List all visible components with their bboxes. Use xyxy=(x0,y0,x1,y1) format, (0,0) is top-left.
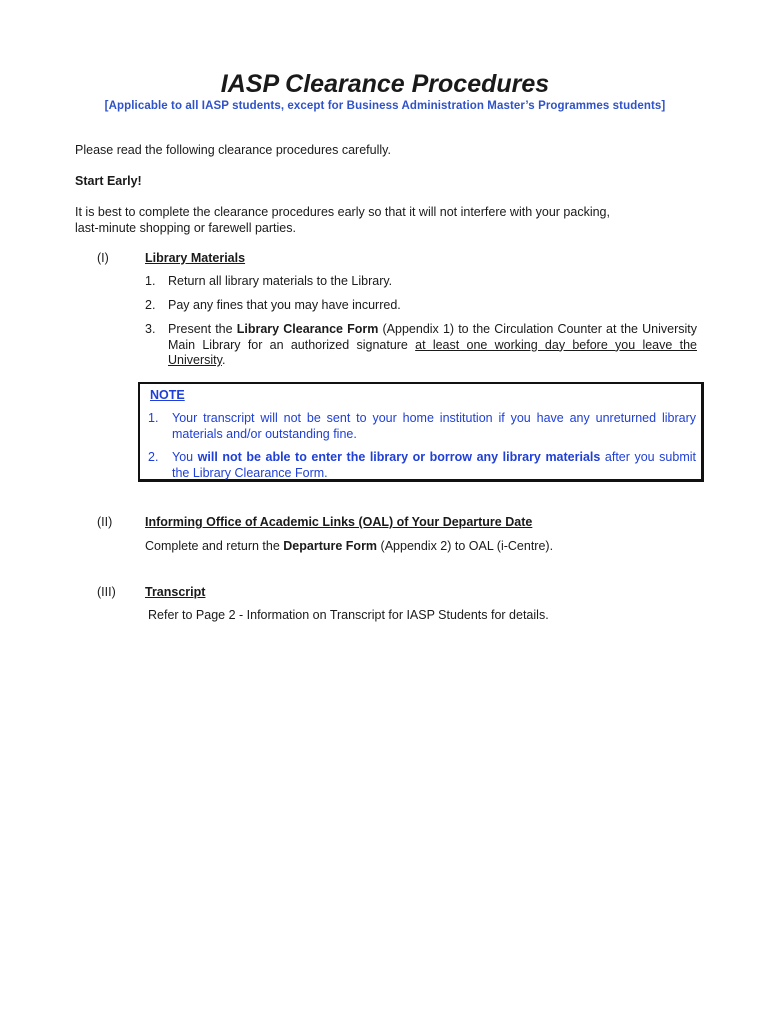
note-item-1 xyxy=(148,411,696,442)
note-text xyxy=(172,450,696,481)
section-1-numeral: (I) xyxy=(97,251,109,265)
note-item-2 xyxy=(148,450,696,481)
text-post: . xyxy=(221,353,226,367)
section-2-numeral: (II) xyxy=(97,515,113,529)
section-2-text xyxy=(145,539,553,555)
section-3-heading: Transcript xyxy=(145,585,206,599)
page-subtitle: [Applicable to all IASP students, except for Business Administration Master’s Programmes students] xyxy=(104,100,666,112)
list-number: 2. xyxy=(145,298,156,312)
note-bold-text: will not be able to enter the library or borrow any library materials xyxy=(197,450,601,464)
start-early-line-2: last-minute shopping or farewell parties. xyxy=(75,220,296,235)
list-number: 1. xyxy=(145,274,156,288)
section-3-numeral: (III) xyxy=(97,585,116,599)
list-text: Return all library materials to the Library. xyxy=(168,274,393,288)
note-number: 1. xyxy=(148,411,159,425)
section-3-text: Refer to Page 2 - Information on Transcript for IASP Students for details. xyxy=(148,608,549,622)
departure-form-bold: Departure Form xyxy=(283,539,378,553)
note-pre: You xyxy=(172,450,198,464)
note-box xyxy=(138,382,704,482)
text-post: (Appendix 2) to OAL (i-Centre). xyxy=(377,539,554,553)
start-early-line-1: It is best to complete the clearance procedures early so that it will not interfere with your packing, xyxy=(75,205,610,219)
list-text: Pay any fines that you may have incurred. xyxy=(168,298,401,312)
note-number: 2. xyxy=(148,450,159,464)
note-title: NOTE xyxy=(150,388,185,402)
library-clearance-form-bold: Library Clearance Form xyxy=(236,322,379,336)
text-mid: (Appendix 1) to the Circulation Counter at the University Main Library for an authorized signature xyxy=(168,322,697,352)
note-post: after you submit the Library Clearance Form. xyxy=(172,450,696,480)
start-early-heading: Start Early! xyxy=(75,174,142,188)
text-pre: Complete and return the xyxy=(145,539,284,553)
text-pre: Present the xyxy=(168,322,237,336)
note-text: Your transcript will not be sent to your home institution if you have any unreturned library materials and/or outstanding fine. xyxy=(172,411,696,441)
list-text xyxy=(168,322,697,369)
library-item-2 xyxy=(145,298,697,314)
intro-text: Please read the following clearance procedures carefully. xyxy=(75,143,391,157)
start-early-text xyxy=(75,205,700,236)
deadline-underline: at least one working day before you leave the University xyxy=(168,337,697,367)
library-item-3 xyxy=(145,322,697,369)
page-title: IASP Clearance Procedures xyxy=(220,70,550,98)
section-2-heading: Informing Office of Academic Links (OAL) of Your Departure Date xyxy=(145,515,533,529)
section-1-heading: Library Materials xyxy=(145,251,246,265)
library-item-1 xyxy=(145,274,697,290)
list-number: 3. xyxy=(145,322,156,336)
